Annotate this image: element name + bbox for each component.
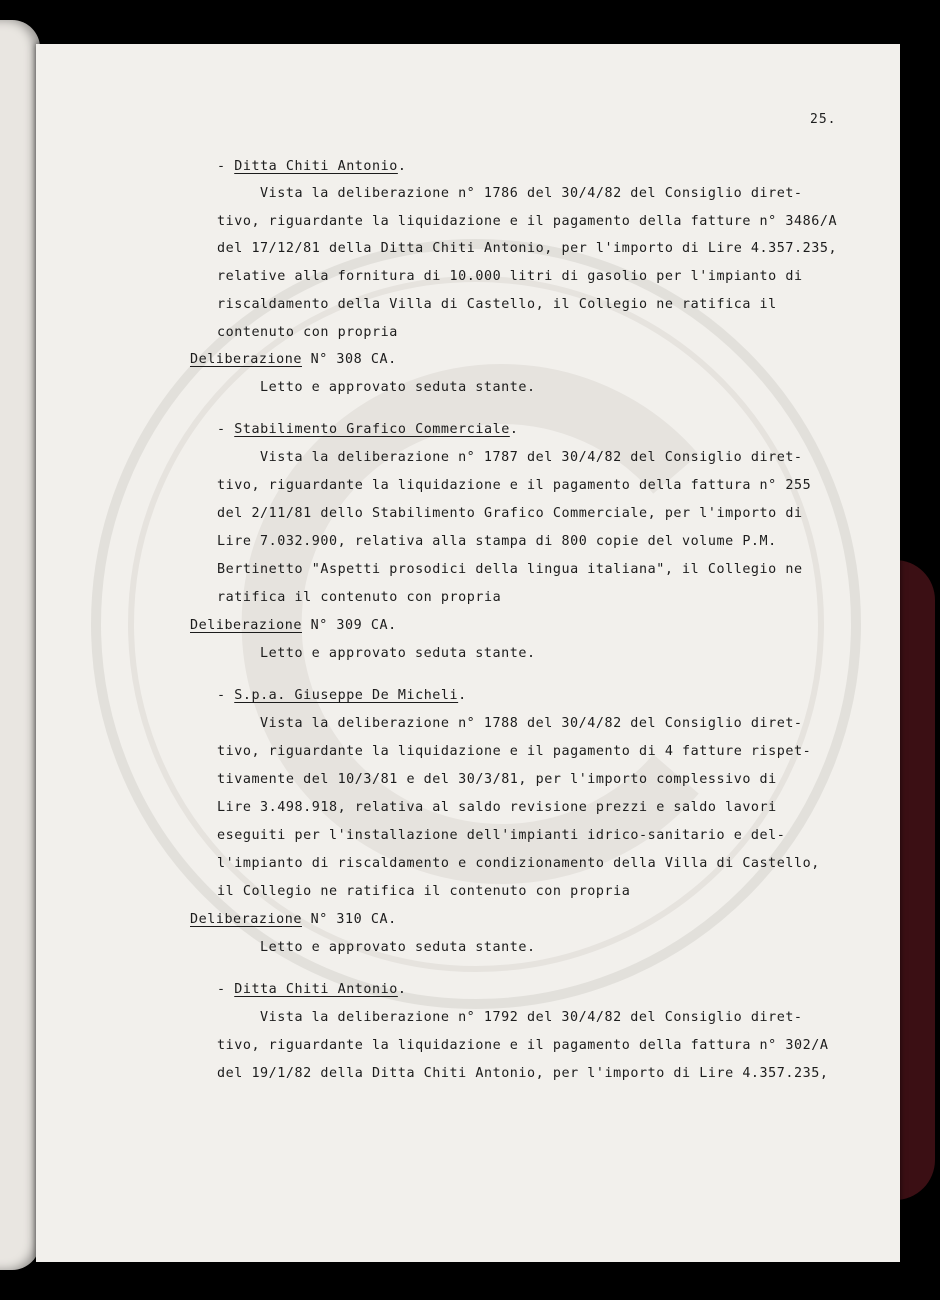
item-body-line: Lire 7.032.900, relativa alla stampa di 800 copie del volume P.M. — [217, 534, 777, 549]
item-body-line: Vista la deliberazione n° 1787 del 30/4/82 del Consiglio diret- — [260, 450, 803, 465]
deliberazione-line — [190, 352, 397, 367]
item-body-line: ratifica il contenuto con propria — [217, 590, 502, 605]
item-body-line: del 17/12/81 della Ditta Chiti Antonio, per l'importo di Lire 4.357.235, — [217, 241, 838, 256]
item-body-line: Vista la deliberazione n° 1786 del 30/4/82 del Consiglio diret- — [260, 186, 803, 201]
item-body-line: contenuto con propria — [217, 325, 398, 340]
item-body-line: relative alla fornitura di 10.000 litri di gasolio per l'impianto di — [217, 269, 803, 284]
deliberazione-label: Deliberazione — [190, 618, 302, 633]
deliberazione-label: Deliberazione — [190, 912, 302, 927]
item-body-line: tivo, riguardante la liquidazione e il pagamento della fattura n° 255 — [217, 478, 812, 493]
item-body-line: Vista la deliberazione n° 1788 del 30/4/82 del Consiglio diret- — [260, 716, 803, 731]
document-page — [36, 44, 900, 1262]
item-heading-line: - Stabilimento Grafico Commerciale. — [217, 422, 519, 437]
item-body-line: riscaldamento della Villa di Castello, il Collegio ne ratifica il — [217, 297, 777, 312]
deliberazione-number: N° 308 CA. — [310, 352, 397, 367]
deliberazione-label: Deliberazione — [190, 352, 302, 367]
deliberazione-number: N° 309 CA. — [310, 618, 397, 633]
item-body-line: eseguiti per l'installazione dell'impianti idrico-sanitario e del- — [217, 828, 786, 843]
page-number: 25. — [810, 112, 837, 127]
item-heading: Ditta Chiti Antonio — [234, 159, 398, 174]
facing-page-edge — [0, 20, 40, 1270]
item-body-line: tivo, riguardante la liquidazione e il pagamento di 4 fatture rispet- — [217, 744, 812, 759]
deliberazione-number: N° 310 CA. — [310, 912, 397, 927]
item-body-line: Bertinetto "Aspetti prosodici della lingua italiana", il Collegio ne — [217, 562, 803, 577]
closing-line: Letto e approvato seduta stante. — [260, 646, 536, 661]
closing-line: Letto e approvato seduta stante. — [260, 940, 536, 955]
item-body-line: tivo, riguardante la liquidazione e il pagamento della fatture n° 3486/A — [217, 214, 838, 229]
item-body-line: Lire 3.498.918, relativa al saldo revisione prezzi e saldo lavori — [217, 800, 777, 815]
deliberazione-line — [190, 912, 397, 927]
item-heading-line: - Ditta Chiti Antonio. — [217, 159, 407, 174]
item-body-line: l'impianto di riscaldamento e condizionamento della Villa di Castello, — [217, 856, 820, 871]
item-heading: S.p.a. Giuseppe De Micheli — [234, 688, 459, 703]
item-heading-line: - S.p.a. Giuseppe De Micheli. — [217, 688, 467, 703]
item-heading-line: - Ditta Chiti Antonio. — [217, 982, 407, 997]
item-heading: Ditta Chiti Antonio — [234, 982, 398, 997]
item-body-line: del 19/1/82 della Ditta Chiti Antonio, per l'importo di Lire 4.357.235, — [217, 1066, 829, 1081]
item-body-line: tivamente del 10/3/81 e del 30/3/81, per l'importo complessivo di — [217, 772, 777, 787]
item-body-line: Vista la deliberazione n° 1792 del 30/4/82 del Consiglio diret- — [260, 1010, 803, 1025]
item-body-line: del 2/11/81 dello Stabilimento Grafico Commerciale, per l'importo di — [217, 506, 803, 521]
book-binding — [895, 560, 935, 1200]
item-body-line: il Collegio ne ratifica il contenuto con propria — [217, 884, 631, 899]
closing-line: Letto e approvato seduta stante. — [260, 380, 536, 395]
item-body-line: tivo, riguardante la liquidazione e il pagamento della fattura n° 302/A — [217, 1038, 829, 1053]
item-heading: Stabilimento Grafico Commerciale — [234, 422, 510, 437]
deliberazione-line — [190, 618, 397, 633]
